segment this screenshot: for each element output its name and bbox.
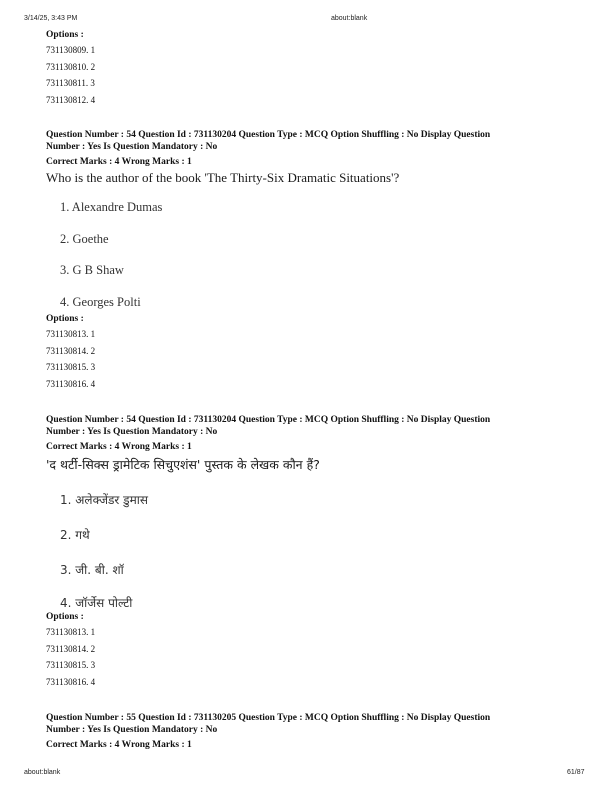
print-title: about:blank (331, 15, 368, 22)
option-id: 731130812. 4 (46, 94, 96, 105)
question-meta-line2: Number : Yes Is Question Mandatory : No (46, 725, 218, 735)
option-id: 731130816. 4 (46, 378, 96, 389)
question-meta-line2: Number : Yes Is Question Mandatory : No (46, 142, 218, 152)
question-text-hindi: 'द थर्टी-सिक्स ड्रामेटिक सिचुएशंस' पुस्तक के लेखक कौन हैं? (46, 457, 320, 472)
question-marks: Correct Marks : 4 Wrong Marks : 1 (46, 157, 192, 167)
options-block (46, 312, 95, 392)
option-id: 731130815. 3 (46, 660, 96, 670)
option-id: 731130814. 2 (46, 345, 96, 356)
question-marks: Correct Marks : 4 Wrong Marks : 1 (46, 442, 192, 452)
question-meta (46, 129, 576, 168)
option-id: 731130816. 4 (46, 676, 96, 687)
options-block (46, 610, 95, 690)
options-block-prev (46, 28, 95, 108)
answer-choice: 3. जी. बी. शॉ (60, 563, 124, 577)
question-meta-line1: Question Number : 55 Question Id : 731130205 Question Type : MCQ Option Shuffling : No Display Question (46, 713, 491, 723)
options-title: Options : (46, 30, 84, 40)
print-footer-url: about:blank (24, 769, 61, 776)
question-marks: Correct Marks : 4 Wrong Marks : 1 (46, 740, 192, 750)
option-id: 731130815. 3 (46, 362, 96, 372)
answer-choice: 1. Alexandre Dumas (60, 200, 163, 214)
answer-choice: 4. Georges Polti (60, 295, 141, 309)
print-datetime: 3/14/25, 3:43 PM (24, 15, 78, 22)
question-meta (46, 712, 576, 751)
answer-choice: 4. जॉर्जेस पोल्टी (60, 596, 133, 610)
option-id: 731130811. 3 (46, 78, 95, 88)
question-meta (46, 414, 576, 453)
option-id: 731130813. 1 (46, 627, 96, 637)
option-id: 731130810. 2 (46, 61, 96, 72)
answer-choice: 1. अलेक्जेंडर डुमास (60, 493, 148, 507)
answer-choice: 2. Goethe (60, 232, 109, 246)
page-number: 61/87 (567, 769, 585, 776)
options-title: Options : (46, 612, 84, 622)
option-id: 731130814. 2 (46, 643, 96, 654)
question-meta-line2: Number : Yes Is Question Mandatory : No (46, 427, 218, 437)
option-id: 731130813. 1 (46, 329, 96, 339)
options-title: Options : (46, 314, 84, 324)
question-text: Who is the author of the book 'The Thirty-Six Dramatic Situations'? (46, 170, 400, 185)
question-meta-line1: Question Number : 54 Question Id : 731130204 Question Type : MCQ Option Shuffling : No Display Question (46, 415, 491, 425)
answer-choice: 3. G B Shaw (60, 263, 124, 277)
question-meta-line1: Question Number : 54 Question Id : 731130204 Question Type : MCQ Option Shuffling : No Display Question (46, 130, 491, 140)
option-id: 731130809. 1 (46, 45, 96, 55)
answer-choice: 2. गथे (60, 528, 90, 542)
